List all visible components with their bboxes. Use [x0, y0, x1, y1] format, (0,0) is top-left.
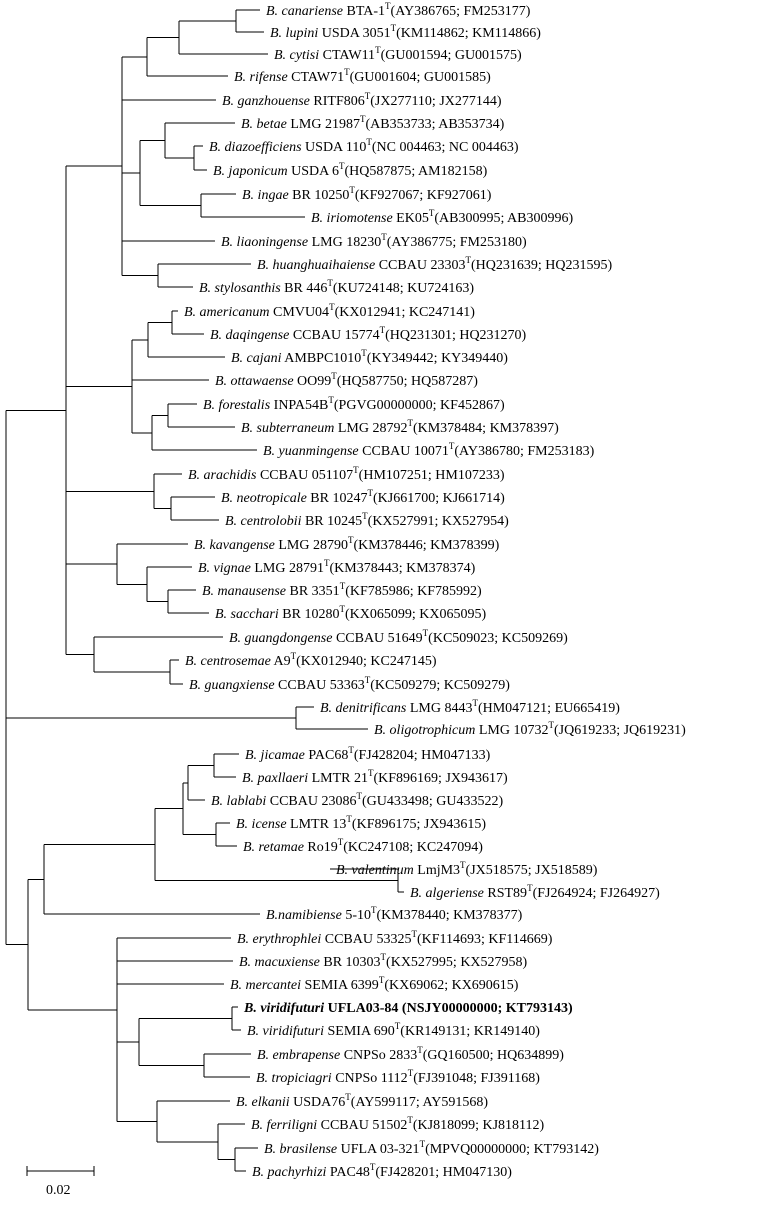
strain-name: CTAW11: [319, 48, 376, 63]
strain-name: CCBAU 51649: [332, 631, 423, 646]
species-name: B. yuanmingense: [263, 444, 359, 459]
type-strain-mark: T: [339, 161, 345, 171]
type-strain-mark: T: [348, 745, 354, 755]
leaf-label: [247, 1021, 540, 1039]
leaf-label: [263, 441, 595, 459]
accession-numbers: (KF927067; KF927061): [354, 188, 492, 203]
strain-name: CCBAU 15774: [289, 328, 380, 343]
strain-name: LmjM3: [413, 863, 461, 878]
accession-numbers: (AY599117; AY591568): [350, 1095, 489, 1110]
type-strain-mark: T: [448, 441, 455, 451]
leaf-label: [210, 325, 527, 343]
strain-name: CCBAU 51502: [317, 1118, 408, 1133]
accession-numbers: (HM047121; EU665419): [477, 701, 620, 716]
strain-name: LMTR 21: [308, 771, 368, 786]
accession-numbers: (MPVQ00000000; KT793142): [425, 1142, 599, 1157]
species-name: B.namibiense: [266, 908, 342, 923]
accession-numbers: (HQ231639; HQ231595): [470, 258, 613, 273]
accession-numbers: (HQ587875; AM182158): [344, 164, 488, 179]
species-name: B. elkanii: [236, 1095, 290, 1110]
species-name: B. centrolobii: [225, 514, 302, 529]
strain-name: 5-10: [341, 908, 371, 923]
leaf-label: [242, 768, 508, 786]
strain-name: BR 10280: [278, 607, 340, 622]
scale-bar: [27, 1166, 94, 1198]
accession-numbers: (KX012941; KC247141): [334, 305, 475, 320]
strain-name: LMG 28792: [334, 421, 408, 436]
species-name: B. retamae: [243, 840, 304, 855]
type-strain-mark: T: [362, 511, 368, 521]
strain-name: UFLA03-84: [324, 1001, 399, 1016]
species-name: B. guangdongense: [229, 631, 333, 646]
species-name: B. lupini: [270, 26, 319, 41]
strain-name: LMG 18230: [308, 235, 382, 250]
type-strain-mark: T: [349, 185, 355, 195]
accession-numbers: (KX527995; KX527958): [386, 955, 528, 970]
leaf-label: [221, 232, 527, 250]
leaf-label: [203, 395, 505, 413]
type-strain-mark: T: [407, 1068, 414, 1078]
strain-name: BR 10245: [301, 514, 363, 529]
strain-name: EK05: [392, 211, 429, 226]
strain-name: RITF806: [309, 94, 365, 109]
accession-numbers: (AY386775; FM253180): [386, 235, 527, 250]
accession-numbers: (KC509023; KC509269): [428, 631, 568, 646]
leaf-label: [185, 651, 437, 669]
type-strain-mark: T: [419, 1139, 426, 1149]
type-strain-mark: T: [346, 814, 352, 824]
species-name: B. icense: [236, 817, 287, 832]
species-name: B. oligotrophicum: [374, 723, 476, 738]
species-name: B. subterraneum: [241, 421, 335, 436]
leaf-label: [211, 791, 503, 809]
strain-name: BR 3351: [286, 584, 340, 599]
strain-name: Ro19: [303, 840, 338, 855]
type-strain-mark: T: [339, 581, 346, 591]
strain-name: LMG 21987: [286, 117, 360, 132]
leaf-label: [245, 745, 491, 763]
leaf-label: [189, 675, 510, 693]
leaf-label: [194, 535, 500, 553]
strain-name: INPA54B: [270, 398, 329, 413]
type-strain-mark: T: [411, 929, 417, 939]
leaf-label: [202, 581, 482, 599]
accession-numbers: (KF114693; KF114669): [416, 932, 553, 947]
type-strain-mark: T: [422, 628, 429, 638]
species-name: B. mercantei: [230, 978, 302, 993]
accession-numbers: (KC509279; KC509279): [370, 678, 510, 693]
leaf-label: [236, 1092, 488, 1110]
type-strain-mark: T: [337, 837, 344, 847]
accession-numbers: (KJ661700; KJ661714): [372, 491, 505, 506]
species-name: B. liaoningense: [221, 235, 309, 250]
strain-name: CCBAU 10071: [358, 444, 449, 459]
species-name: B. pachyrhizi: [252, 1165, 327, 1180]
leaf-label: [256, 1068, 540, 1086]
accession-numbers: (JX518575; JX518589): [465, 863, 598, 878]
accession-numbers: (GQ160500; HQ634899): [422, 1048, 564, 1063]
strain-name: PAC48: [326, 1165, 370, 1180]
strain-name: SEMIA 690: [324, 1024, 395, 1039]
type-strain-mark: T: [329, 302, 335, 312]
type-strain-mark: T: [361, 348, 367, 358]
species-name: B. ottawaense: [215, 374, 294, 389]
accession-numbers: (KM378440; KM378377): [376, 908, 523, 923]
leaf-label: [236, 814, 486, 832]
type-strain-mark: T: [353, 465, 359, 475]
species-name: B. sacchari: [215, 607, 279, 622]
species-name: B. algeriense: [410, 886, 484, 901]
type-strain-mark: T: [375, 45, 381, 55]
strain-name: A9: [270, 654, 291, 669]
species-name: B. ingae: [242, 188, 289, 203]
leaf-label: [237, 929, 553, 947]
accession-numbers: (NSJY00000000; KT793143): [398, 1001, 573, 1016]
type-strain-mark: T: [417, 1045, 423, 1055]
type-strain-mark: T: [378, 975, 385, 985]
species-name: B. brasilense: [264, 1142, 338, 1157]
species-name: B. cytisi: [274, 48, 320, 63]
type-strain-mark: T: [465, 255, 471, 265]
accession-numbers: (KF896175; JX943615): [351, 817, 487, 832]
species-name: B. ferriligni: [251, 1118, 318, 1133]
type-strain-mark: T: [290, 651, 297, 661]
strain-name: OO99: [293, 374, 332, 389]
leaf-label: [215, 371, 478, 389]
strain-name: BR 10250: [288, 188, 350, 203]
type-strain-mark: T: [385, 1, 391, 11]
strain-name: CNPSo 2833: [340, 1048, 418, 1063]
accession-numbers: (FJ391048; FJ391168): [413, 1071, 540, 1086]
strain-name: CNPSo 1112: [331, 1071, 408, 1086]
leaf-label: [266, 905, 523, 923]
strain-name: LMG 28791: [250, 561, 324, 576]
type-strain-mark: T: [345, 1092, 351, 1102]
leaf-label: [229, 628, 568, 646]
leaf-label: [242, 185, 492, 203]
type-strain-mark: T: [394, 1021, 401, 1031]
species-name: B. rifense: [234, 70, 288, 85]
leaf-label: [257, 255, 612, 273]
species-name: B. diazoefficiens: [209, 140, 302, 155]
type-strain-mark: T: [347, 535, 354, 545]
species-name: B. neotropicale: [221, 491, 307, 506]
strain-name: LMG 8443: [406, 701, 473, 716]
leaf-label: [198, 558, 476, 576]
strain-name: BTA-1: [342, 4, 386, 19]
strain-name: CCBAU 23086: [266, 794, 357, 809]
accession-numbers: (KX065099; KX065095): [344, 607, 487, 622]
accession-numbers: (GU433498; GU433522): [361, 794, 504, 809]
species-name: B. embrapense: [257, 1048, 341, 1063]
species-name: B. lablabi: [211, 794, 267, 809]
type-strain-mark: T: [331, 371, 337, 381]
strain-name: CCBAU 53325: [321, 932, 412, 947]
leaf-label: [213, 161, 488, 179]
accession-numbers: (PGVG00000000; KF452867): [333, 398, 505, 413]
leaf-label: [241, 418, 559, 436]
leaf-label: [320, 698, 620, 716]
accession-numbers: (HQ231301; HQ231270): [385, 328, 527, 343]
species-name: B. manausense: [202, 584, 286, 599]
strain-name: BR 10303: [319, 955, 381, 970]
leaf-label: [199, 278, 474, 296]
species-name: B. guangxiense: [189, 678, 275, 693]
accession-numbers: (JX277110; JX277144): [370, 94, 502, 109]
accession-numbers: (KU724148; KU724163): [332, 281, 475, 296]
species-name: B. forestalis: [203, 398, 271, 413]
leaf-label: [257, 1045, 564, 1063]
species-name: B. denitrificans: [320, 701, 407, 716]
type-strain-mark: T: [324, 558, 330, 568]
strain-name: CTAW71: [287, 70, 345, 85]
leaf-label: [336, 860, 598, 878]
strain-name: RST89: [483, 886, 528, 901]
strain-name: UFLA 03-321: [337, 1142, 420, 1157]
species-name: B. kavangense: [194, 538, 275, 553]
accession-numbers: (GU001594; GU001575): [380, 48, 522, 63]
species-name: B. jicamae: [245, 748, 305, 763]
species-name: B. canariense: [266, 4, 343, 19]
strain-name: CMVU04: [269, 305, 330, 320]
species-name: B. vignae: [198, 561, 251, 576]
leaf-label: [374, 720, 686, 738]
leaf-label: [311, 208, 574, 226]
leaf-label: [243, 1001, 573, 1016]
species-name: B. tropiciagri: [256, 1071, 332, 1086]
leaf-label: [209, 137, 519, 155]
type-strain-mark: T: [364, 91, 371, 101]
leaf-label: [241, 114, 505, 132]
type-strain-mark: T: [379, 325, 386, 335]
strain-name: USDA 110: [301, 140, 367, 155]
type-strain-mark: T: [380, 952, 387, 962]
leaf-label: [251, 1115, 545, 1133]
type-strain-mark: T: [407, 1115, 413, 1125]
leaf-label: [239, 952, 528, 970]
leaf-label: [231, 348, 508, 366]
species-name: B. iriomotense: [311, 211, 393, 226]
type-strain-mark: T: [344, 67, 350, 77]
strain-name: CCBAU 53363: [274, 678, 365, 693]
leaf-label: [266, 1, 531, 19]
strain-name: PAC68: [304, 748, 349, 763]
leaf-label: [410, 883, 660, 901]
accession-numbers: (KC247108; KC247094): [343, 840, 483, 855]
type-strain-mark: T: [407, 418, 413, 428]
accession-numbers: (KM378484; KM378397): [412, 421, 559, 436]
accession-numbers: (KM378446; KM378399): [353, 538, 500, 553]
strain-name: CCBAU 23303: [375, 258, 466, 273]
leaf-label: [264, 1139, 599, 1157]
species-name: B. valentinum: [336, 863, 414, 878]
species-name: B. viridifuturi: [244, 1001, 325, 1016]
accession-numbers: (JQ619233; JQ619231): [554, 723, 686, 738]
type-strain-mark: T: [527, 883, 533, 893]
type-strain-mark: T: [371, 905, 377, 915]
leaf-label: [225, 511, 509, 529]
leaf-label: [215, 604, 486, 622]
species-name: B. viridifuturi: [247, 1024, 324, 1039]
species-name: B. betae: [241, 117, 287, 132]
species-name: B. huanghuaihaiense: [257, 258, 376, 273]
type-strain-mark: T: [327, 278, 333, 288]
accession-numbers: (AY386780; FM253183): [454, 444, 595, 459]
strain-name: USDA76: [289, 1095, 346, 1110]
leaf-label: [188, 465, 505, 483]
leaf-label: [252, 1162, 512, 1180]
species-name: B. arachidis: [188, 468, 257, 483]
type-strain-mark: T: [328, 395, 334, 405]
strain-name: LMG 28790: [274, 538, 348, 553]
species-name: B. daqingense: [210, 328, 290, 343]
type-strain-mark: T: [548, 720, 554, 730]
accession-numbers: (FJ264924; FJ264927): [532, 886, 660, 901]
accession-numbers: (KF785986; KF785992): [345, 584, 482, 599]
accession-numbers: (GU001604; GU001585): [349, 70, 491, 85]
type-strain-mark: T: [366, 137, 372, 147]
accession-numbers: (HM107251; HM107233): [358, 468, 505, 483]
species-name: B. ganzhouense: [222, 94, 310, 109]
type-strain-mark: T: [368, 768, 374, 778]
leaf-label: [243, 837, 483, 855]
species-name: B. erythrophlei: [237, 932, 322, 947]
type-strain-mark: T: [360, 114, 366, 124]
accession-numbers: (AB353733; AB353734): [365, 117, 505, 132]
species-name: B. japonicum: [213, 164, 288, 179]
strain-name: SEMIA 6399: [301, 978, 379, 993]
strain-name: BR 10247: [306, 491, 368, 506]
strain-name: AMBPC1010: [281, 351, 362, 366]
accession-numbers: (KJ818099; KJ818112): [412, 1118, 545, 1133]
type-strain-mark: T: [367, 488, 373, 498]
leaf-label: [230, 975, 519, 993]
type-strain-mark: T: [460, 860, 466, 870]
strain-name: USDA 3051: [318, 26, 391, 41]
leaf-label: [221, 488, 505, 506]
species-name: B. stylosanthis: [199, 281, 281, 296]
strain-name: USDA 6: [287, 164, 340, 179]
accession-numbers: (AB300995; AB300996): [434, 211, 574, 226]
strain-name: LMTR 13: [286, 817, 347, 832]
accession-numbers: (KF896169; JX943617): [373, 771, 508, 786]
type-strain-mark: T: [369, 1162, 376, 1172]
leaf-label: [270, 23, 541, 41]
leaf-label: [222, 91, 502, 109]
accession-numbers: (NC 004463; NC 004463): [371, 140, 519, 155]
leaf-label: [184, 302, 475, 320]
type-strain-mark: T: [356, 791, 362, 801]
type-strain-mark: T: [364, 675, 371, 685]
accession-numbers: (KX527991; KX527954): [367, 514, 509, 529]
type-strain-mark: T: [472, 698, 478, 708]
accession-numbers: (KY349442; KY349440): [366, 351, 508, 366]
accession-numbers: (KX69062; KX690615): [384, 978, 519, 993]
leaf-label: [234, 67, 491, 85]
accession-numbers: (FJ428204; HM047133): [353, 748, 491, 763]
species-name: B. paxllaeri: [242, 771, 309, 786]
accession-numbers: (KR149131; KR149140): [400, 1024, 540, 1039]
accession-numbers: (KM378443; KM378374): [329, 561, 476, 576]
accession-numbers: (AY386765; FM253177): [390, 4, 531, 19]
species-name: B. cajani: [231, 351, 282, 366]
species-name: B. centrosemae: [185, 654, 271, 669]
species-name: B. macuxiense: [239, 955, 320, 970]
accession-numbers: (FJ428201; HM047130): [375, 1165, 512, 1180]
accession-numbers: (KM114862; KM114866): [396, 26, 541, 41]
scale-bar-label: 0.02: [46, 1183, 71, 1198]
type-strain-mark: T: [428, 208, 435, 218]
leaf-label: [274, 45, 522, 63]
type-strain-mark: T: [381, 232, 387, 242]
accession-numbers: (KX012940; KC247145): [296, 654, 437, 669]
strain-name: BR 446: [280, 281, 328, 296]
species-name: B. americanum: [184, 305, 270, 320]
tree-leaf-labels: [184, 1, 686, 1180]
accession-numbers: (HQ587750; HQ587287): [336, 374, 478, 389]
strain-name: LMG 10732: [475, 723, 549, 738]
type-strain-mark: T: [390, 23, 397, 33]
strain-name: CCBAU 051107: [256, 468, 354, 483]
type-strain-mark: T: [339, 604, 345, 614]
